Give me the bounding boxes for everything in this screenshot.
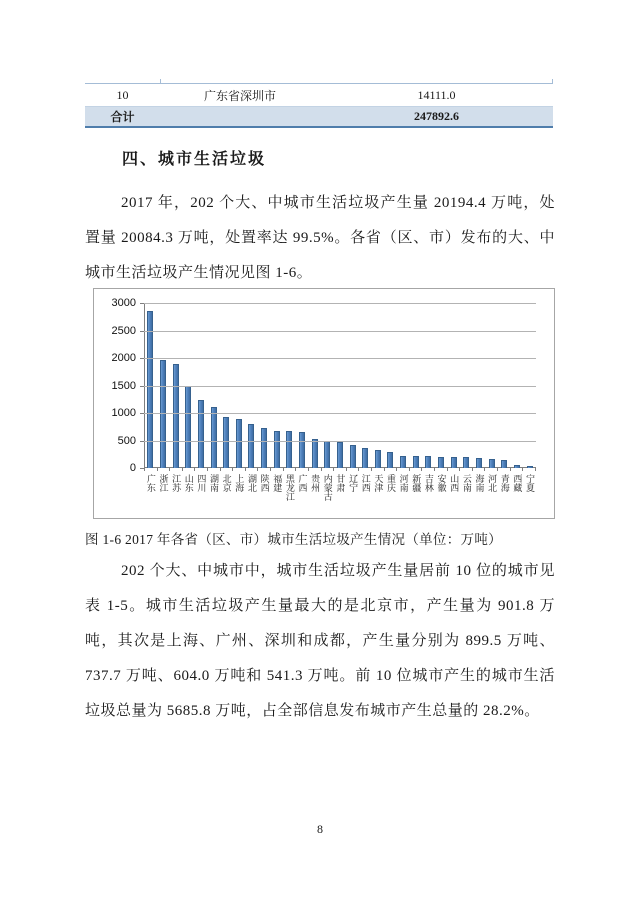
x-tick-mark [333, 468, 346, 471]
x-tick-label: 安徽 [436, 474, 447, 492]
x-tick-mark [232, 468, 245, 471]
x-label-cell [308, 474, 321, 514]
x-label-cell [334, 474, 347, 514]
gridline [144, 331, 536, 332]
x-tick-label: 新疆 [411, 474, 422, 492]
x-tick-label: 甘肃 [335, 474, 346, 492]
x-label-cell [283, 474, 296, 514]
chart-bar [451, 457, 457, 468]
x-tick-mark [459, 468, 472, 471]
chart-plot-area [144, 303, 536, 468]
x-tick-mark [358, 468, 371, 471]
paragraph-top10: 202 个大、中城市中，城市生活垃圾产生量居前 10 位的城市见表 1-5。城市生活垃圾产生量最大的是北京市，产生量为 901.8 万吨，其次是上海、广州、深圳和成都，产生量分别为 899.5 万吨、737.7 万吨、604.0 万吨和 541.3 万吨。前 10 位城市产生的城市生活垃圾总量为 5685.8 万吨，占全部信息发布城市产生总量的 28.2%。 [85, 563, 555, 719]
x-tick-mark [144, 468, 157, 471]
x-tick-label: 广西 [297, 474, 308, 492]
x-tick-label: 吉林 [423, 474, 434, 492]
x-tick-label: 天津 [373, 474, 384, 492]
x-tick-mark [396, 468, 409, 471]
x-label-cell [321, 474, 334, 514]
x-label-cell [346, 474, 359, 514]
x-tick-mark [283, 468, 296, 471]
x-tick-mark [308, 468, 321, 471]
city-cell: 广东省深圳市 [203, 88, 276, 103]
y-tick-label: 3000 [111, 297, 136, 309]
x-tick-label: 浙江 [158, 474, 169, 492]
x-label-cell [384, 474, 397, 514]
chart-bar [160, 360, 166, 468]
x-tick-label: 湖北 [246, 474, 257, 492]
x-tick-label: 西藏 [512, 474, 523, 492]
total-value-cell: 247892.6 [414, 109, 459, 123]
x-tick-label: 内蒙古 [322, 474, 333, 501]
gridline [144, 303, 536, 304]
x-label-cell [245, 474, 258, 514]
x-label-cell [169, 474, 182, 514]
x-tick-mark [157, 468, 170, 471]
x-tick-label: 山东 [183, 474, 194, 492]
gridline [144, 386, 536, 387]
chart-bar [299, 432, 305, 468]
x-tick-label: 青海 [499, 474, 510, 492]
chart-bar [463, 457, 469, 468]
x-tick-mark [510, 468, 523, 471]
y-tick-mark [140, 413, 144, 414]
x-tick-mark [447, 468, 460, 471]
x-label-cell [435, 474, 448, 514]
table-row [85, 84, 553, 106]
chart-bar [387, 452, 393, 469]
x-label-cell [296, 474, 309, 514]
x-label-cell [144, 474, 157, 514]
x-tick-mark [321, 468, 334, 471]
x-label-cell [182, 474, 195, 514]
x-tick-label: 福建 [272, 474, 283, 492]
table-right-border [552, 79, 553, 83]
x-tick-label: 云南 [461, 474, 472, 492]
y-tick-label: 500 [117, 434, 136, 447]
y-tick-label: 1500 [111, 379, 136, 392]
x-tick-label: 河北 [487, 474, 498, 492]
x-label-cell [359, 474, 372, 514]
chart-bar [375, 450, 381, 468]
x-label-cell [498, 474, 511, 514]
table-total-row [85, 106, 553, 128]
chart-bar [173, 364, 179, 468]
chart-bar [400, 456, 406, 468]
y-tick-label: 2500 [111, 324, 136, 337]
x-label-cell [157, 474, 170, 514]
chart-bar [350, 445, 356, 468]
page-number: 8 [317, 822, 323, 836]
y-tick-label: 1000 [111, 407, 136, 419]
y-tick-mark [140, 386, 144, 387]
x-tick-mark [194, 468, 207, 471]
y-tick-mark [140, 441, 144, 442]
chart-bar [337, 442, 343, 468]
paragraph-intro: 2017 年，202 个大、中城市生活垃圾产生量 20194.4 万吨，处置量 20084.3 万吨，处置率达 99.5%。各省（区、市）发布的大、中城市生活垃圾产生情况见图 1-6。 [85, 195, 555, 281]
figure-caption: 图 1-6 2017 年各省（区、市）城市生活垃圾产生情况（单位：万吨） [85, 532, 502, 547]
chart-bar [438, 457, 444, 468]
x-tick-label: 江苏 [171, 474, 182, 492]
chart-bar [223, 417, 229, 468]
x-tick-mark [409, 468, 422, 471]
table-clipped-row [85, 79, 553, 84]
y-tick-mark [140, 331, 144, 332]
x-label-cell [473, 474, 486, 514]
x-tick-mark [295, 468, 308, 471]
y-tick-mark [140, 303, 144, 304]
x-tick-mark [169, 468, 182, 471]
x-tick-label: 辽宁 [348, 474, 359, 492]
y-tick-label: 0 [129, 462, 136, 474]
total-label-cell: 合计 [110, 110, 135, 124]
rank-cell: 10 [116, 87, 129, 102]
chart-bar [324, 441, 330, 469]
x-tick-mark [421, 468, 434, 471]
x-tick-mark [484, 468, 497, 471]
chart-bar [185, 386, 191, 468]
table-column-divider [160, 79, 161, 83]
gridline [144, 441, 536, 442]
value-cell: 14111.0 [417, 87, 456, 102]
x-label-cell [220, 474, 233, 514]
x-tick-mark [384, 468, 397, 471]
chart-bar [312, 439, 318, 468]
x-label-cell [511, 474, 524, 514]
chart-bar [198, 400, 204, 468]
chart-bar [413, 456, 419, 468]
x-tick-label: 山西 [449, 474, 460, 492]
chart-bar [489, 459, 495, 468]
x-label-cell [397, 474, 410, 514]
x-tick-label: 重庆 [385, 474, 396, 492]
x-tick-label: 宁夏 [525, 474, 536, 492]
x-tick-label: 黑龙江 [284, 474, 295, 501]
x-tick-mark [257, 468, 270, 471]
x-label-cell [207, 474, 220, 514]
figure-1-6-bar-chart [93, 288, 555, 519]
x-label-cell [372, 474, 385, 514]
x-label-cell [460, 474, 473, 514]
chart-bar [274, 431, 280, 468]
x-tick-label: 陕西 [259, 474, 270, 492]
chart-bar [286, 431, 292, 468]
x-tick-mark [245, 468, 258, 471]
x-label-cell [258, 474, 271, 514]
x-label-cell [232, 474, 245, 514]
x-label-cell [523, 474, 536, 514]
x-tick-mark [270, 468, 283, 471]
x-label-cell [422, 474, 435, 514]
x-tick-mark [497, 468, 510, 471]
x-label-cell [409, 474, 422, 514]
y-tick-mark [140, 358, 144, 359]
section-heading: 四、城市生活垃圾 [122, 151, 267, 168]
chart-bar [211, 407, 217, 468]
x-tick-label: 广东 [145, 474, 156, 492]
chart-bar [236, 419, 242, 469]
x-tick-mark [346, 468, 359, 471]
chart-bar [248, 424, 254, 468]
chart-bar [261, 428, 267, 468]
x-label-cell [485, 474, 498, 514]
top10-cities-table [85, 79, 553, 128]
x-tick-label: 海南 [474, 474, 485, 492]
chart-bar [147, 311, 153, 468]
x-tick-label: 四川 [196, 474, 207, 492]
chart-bar [425, 456, 431, 468]
x-label-cell [270, 474, 283, 514]
x-tick-mark [434, 468, 447, 471]
x-tick-mark [371, 468, 384, 471]
chart-bar [362, 448, 368, 468]
x-label-cell [447, 474, 460, 514]
gridline [144, 413, 536, 414]
x-tick-mark [522, 468, 536, 471]
x-tick-label: 河南 [398, 474, 409, 492]
x-tick-label: 上海 [234, 474, 245, 492]
gridline [144, 358, 536, 359]
chart-bar [501, 460, 507, 468]
x-label-cell [195, 474, 208, 514]
x-tick-label: 贵州 [310, 474, 321, 492]
x-tick-mark [472, 468, 485, 471]
x-tick-label: 江西 [360, 474, 371, 492]
x-tick-mark [182, 468, 195, 471]
x-tick-mark [220, 468, 233, 471]
x-tick-label: 北京 [221, 474, 232, 492]
x-tick-mark [207, 468, 220, 471]
chart-bar [476, 458, 482, 468]
y-tick-label: 2000 [111, 352, 136, 364]
x-tick-label: 湖南 [209, 474, 220, 492]
x-axis-labels [144, 474, 536, 514]
x-axis-ticks [144, 468, 536, 471]
